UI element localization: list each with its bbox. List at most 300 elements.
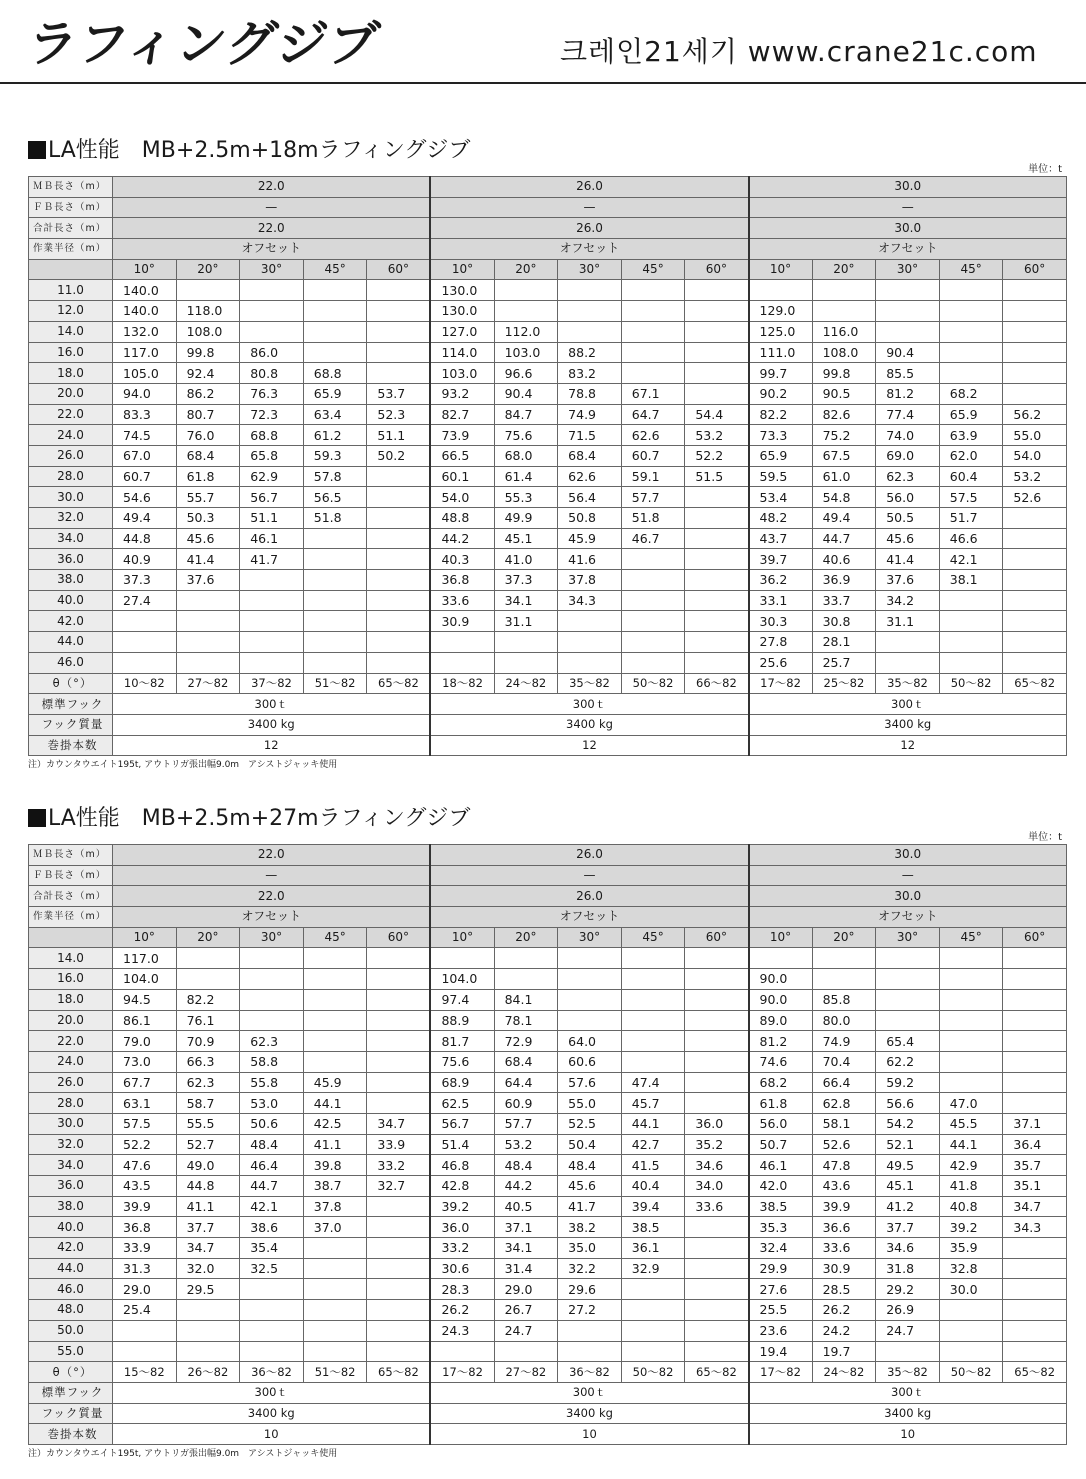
capacity-cell: 68.9 bbox=[430, 1072, 494, 1093]
theta-cell: 50〜82 bbox=[621, 1362, 685, 1383]
capacity-cell bbox=[303, 1238, 367, 1259]
capacity-cell bbox=[685, 1072, 749, 1093]
header-divider bbox=[0, 82, 1086, 84]
capacity-cell: 46.8 bbox=[430, 1155, 494, 1176]
capacity-cell bbox=[303, 1031, 367, 1052]
capacity-cell bbox=[303, 948, 367, 969]
capacity-cell: 44.1 bbox=[621, 1113, 685, 1134]
capacity-cell bbox=[1003, 1051, 1067, 1072]
hook-row bbox=[29, 694, 1067, 715]
capacity-cell: 76.0 bbox=[176, 425, 240, 446]
theta-cell: 27〜82 bbox=[176, 673, 240, 694]
capacity-cell bbox=[367, 528, 431, 549]
capacity-cell bbox=[303, 1258, 367, 1279]
row-label: 合計長さ（m） bbox=[29, 886, 113, 907]
capacity-cell bbox=[1003, 1320, 1067, 1341]
capacity-cell: 33.2 bbox=[430, 1238, 494, 1259]
capacity-cell bbox=[367, 363, 431, 384]
capacity-cell: 44.8 bbox=[176, 1176, 240, 1197]
capacity-cell: 60.9 bbox=[494, 1093, 558, 1114]
capacity-cell: 26.9 bbox=[876, 1300, 940, 1321]
capacity-cell: 112.0 bbox=[494, 321, 558, 342]
capacity-cell: 44.1 bbox=[303, 1093, 367, 1114]
angle-cell: 30° bbox=[240, 927, 304, 948]
theta-cell: 65〜82 bbox=[1003, 673, 1067, 694]
capacity-cell: 35.1 bbox=[1003, 1176, 1067, 1197]
group-offset-cell: オフセット bbox=[430, 239, 748, 260]
capacity-cell: 48.8 bbox=[430, 508, 494, 529]
capacity-cell bbox=[621, 549, 685, 570]
angle-cell: 60° bbox=[367, 927, 431, 948]
table-row bbox=[29, 948, 1067, 969]
table-row bbox=[29, 1010, 1067, 1031]
angle-cell: 20° bbox=[812, 259, 876, 280]
group-hook-mass-cell: 3400 kg bbox=[749, 1403, 1067, 1424]
capacity-cell: 72.9 bbox=[494, 1031, 558, 1052]
capacity-cell: 32.8 bbox=[939, 1258, 1003, 1279]
capacity-cell bbox=[621, 1300, 685, 1321]
header-fb-row bbox=[29, 865, 1067, 886]
capacity-cell bbox=[685, 301, 749, 322]
header-fb-row bbox=[29, 197, 1067, 218]
capacity-cell: 90.4 bbox=[876, 342, 940, 363]
header-radius-row bbox=[29, 907, 1067, 928]
capacity-cell: 140.0 bbox=[113, 280, 177, 301]
capacity-cell: 130.0 bbox=[430, 301, 494, 322]
capacity-cell: 129.0 bbox=[749, 301, 813, 322]
theta-row bbox=[29, 673, 1067, 694]
radius-cell: 36.0 bbox=[29, 549, 113, 570]
capacity-cell bbox=[367, 466, 431, 487]
group-reeving-cell: 10 bbox=[749, 1424, 1067, 1445]
capacity-cell: 43.5 bbox=[113, 1176, 177, 1197]
capacity-cell bbox=[876, 321, 940, 342]
capacity-cell bbox=[1003, 1238, 1067, 1259]
row-label: 合計長さ（m） bbox=[29, 218, 113, 239]
capacity-cell bbox=[685, 590, 749, 611]
capacity-cell: 43.6 bbox=[812, 1176, 876, 1197]
capacity-cell: 34.7 bbox=[1003, 1196, 1067, 1217]
capacity-cell bbox=[240, 989, 304, 1010]
capacity-cell: 38.2 bbox=[558, 1217, 622, 1238]
capacity-cell bbox=[621, 948, 685, 969]
radius-cell: 24.0 bbox=[29, 425, 113, 446]
capacity-cell bbox=[558, 948, 622, 969]
capacity-cell: 64.7 bbox=[621, 404, 685, 425]
capacity-cell: 62.3 bbox=[240, 1031, 304, 1052]
capacity-cell: 78.8 bbox=[558, 383, 622, 404]
capacity-cell: 108.0 bbox=[812, 342, 876, 363]
capacity-cell: 28.3 bbox=[430, 1279, 494, 1300]
capacity-cell bbox=[1003, 1031, 1067, 1052]
table-row bbox=[29, 1134, 1067, 1155]
capacity-cell bbox=[621, 301, 685, 322]
capacity-cell: 79.0 bbox=[113, 1031, 177, 1052]
capacity-cell: 82.7 bbox=[430, 404, 494, 425]
capacity-cell: 38.5 bbox=[749, 1196, 813, 1217]
capacity-cell: 117.0 bbox=[113, 342, 177, 363]
capacity-cell bbox=[367, 1300, 431, 1321]
theta-cell: 65〜82 bbox=[367, 673, 431, 694]
capacity-cell bbox=[685, 652, 749, 673]
capacity-cell bbox=[685, 632, 749, 653]
capacity-cell: 51.5 bbox=[685, 466, 749, 487]
capacity-cell: 41.4 bbox=[176, 549, 240, 570]
table-row bbox=[29, 1238, 1067, 1259]
group-reeving-cell: 12 bbox=[113, 735, 431, 756]
radius-cell: 20.0 bbox=[29, 383, 113, 404]
group-mb-cell: 30.0 bbox=[749, 177, 1067, 198]
capacity-cell: 28.1 bbox=[812, 632, 876, 653]
angle-cell: 45° bbox=[303, 259, 367, 280]
capacity-cell: 48.4 bbox=[240, 1134, 304, 1155]
capacity-cell bbox=[113, 1341, 177, 1362]
unit-label: 単位：t bbox=[1028, 164, 1062, 175]
capacity-cell bbox=[685, 1051, 749, 1072]
theta-cell: 65〜82 bbox=[685, 1362, 749, 1383]
capacity-cell bbox=[113, 652, 177, 673]
theta-cell: 50〜82 bbox=[621, 673, 685, 694]
capacity-cell: 48.4 bbox=[494, 1155, 558, 1176]
capacity-cell: 52.6 bbox=[812, 1134, 876, 1155]
capacity-cell: 42.1 bbox=[240, 1196, 304, 1217]
capacity-cell: 46.1 bbox=[749, 1155, 813, 1176]
capacity-cell bbox=[176, 652, 240, 673]
capacity-cell: 53.0 bbox=[240, 1093, 304, 1114]
capacity-cell: 40.8 bbox=[939, 1196, 1003, 1217]
capacity-cell bbox=[685, 1031, 749, 1052]
capacity-cell: 51.4 bbox=[430, 1134, 494, 1155]
capacity-cell bbox=[303, 1010, 367, 1031]
capacity-cell bbox=[367, 989, 431, 1010]
capacity-cell bbox=[876, 652, 940, 673]
capacity-cell: 63.1 bbox=[113, 1093, 177, 1114]
capacity-cell: 35.7 bbox=[1003, 1155, 1067, 1176]
capacity-cell bbox=[367, 632, 431, 653]
capacity-cell bbox=[240, 969, 304, 990]
capacity-cell bbox=[176, 948, 240, 969]
capacity-cell bbox=[1003, 528, 1067, 549]
capacity-cell bbox=[685, 321, 749, 342]
capacity-cell: 57.5 bbox=[113, 1113, 177, 1134]
square-icon bbox=[28, 141, 46, 159]
capacity-cell bbox=[367, 321, 431, 342]
capacity-cell: 86.1 bbox=[113, 1010, 177, 1031]
capacity-cell bbox=[558, 301, 622, 322]
capacity-cell bbox=[367, 1279, 431, 1300]
capacity-cell bbox=[494, 280, 558, 301]
capacity-cell: 66.4 bbox=[812, 1072, 876, 1093]
capacity-cell bbox=[558, 611, 622, 632]
angle-cell: 20° bbox=[176, 259, 240, 280]
group-fb-cell: — bbox=[749, 197, 1067, 218]
capacity-cell: 34.2 bbox=[876, 590, 940, 611]
theta-cell: 66〜82 bbox=[685, 673, 749, 694]
table-row bbox=[29, 611, 1067, 632]
capacity-cell: 26.2 bbox=[812, 1300, 876, 1321]
capacity-cell bbox=[621, 342, 685, 363]
angle-header-row bbox=[29, 259, 1067, 280]
capacity-cell: 59.5 bbox=[749, 466, 813, 487]
capacity-cell bbox=[176, 632, 240, 653]
theta-cell: 24〜82 bbox=[812, 1362, 876, 1383]
capacity-cell: 36.6 bbox=[812, 1217, 876, 1238]
row-label: ＦＢ長さ（m） bbox=[29, 865, 113, 886]
angle-cell: 60° bbox=[367, 259, 431, 280]
row-label: ＭＢ長さ（m） bbox=[29, 177, 113, 198]
capacity-cell bbox=[367, 1010, 431, 1031]
capacity-cell bbox=[1003, 611, 1067, 632]
capacity-cell: 90.0 bbox=[749, 969, 813, 990]
capacity-cell bbox=[367, 280, 431, 301]
capacity-cell: 41.7 bbox=[558, 1196, 622, 1217]
capacity-cell: 70.9 bbox=[176, 1031, 240, 1052]
capacity-cell bbox=[367, 1196, 431, 1217]
capacity-cell: 53.4 bbox=[749, 487, 813, 508]
capacity-cell bbox=[367, 487, 431, 508]
capacity-cell bbox=[1003, 1072, 1067, 1093]
capacity-cell: 108.0 bbox=[176, 321, 240, 342]
radius-cell: 44.0 bbox=[29, 1258, 113, 1279]
capacity-cell: 29.9 bbox=[749, 1258, 813, 1279]
square-icon bbox=[28, 809, 46, 827]
capacity-cell bbox=[303, 549, 367, 570]
capacity-cell: 64.4 bbox=[494, 1072, 558, 1093]
capacity-cell bbox=[685, 1258, 749, 1279]
theta-cell: 50〜82 bbox=[939, 673, 1003, 694]
capacity-cell: 39.2 bbox=[430, 1196, 494, 1217]
capacity-cell bbox=[303, 570, 367, 591]
table-row bbox=[29, 363, 1067, 384]
capacity-cell: 67.1 bbox=[621, 383, 685, 404]
radius-cell: 16.0 bbox=[29, 969, 113, 990]
capacity-cell: 55.8 bbox=[240, 1072, 304, 1093]
radius-cell: 46.0 bbox=[29, 652, 113, 673]
table-row bbox=[29, 1300, 1067, 1321]
capacity-cell: 36.8 bbox=[430, 570, 494, 591]
capacity-cell: 24.2 bbox=[812, 1320, 876, 1341]
capacity-cell: 54.8 bbox=[812, 487, 876, 508]
group-reeving-cell: 12 bbox=[430, 735, 748, 756]
capacity-cell: 75.6 bbox=[430, 1051, 494, 1072]
capacity-cell: 62.5 bbox=[430, 1093, 494, 1114]
angle-cell: 30° bbox=[558, 259, 622, 280]
capacity-cell bbox=[176, 280, 240, 301]
capacity-cell: 104.0 bbox=[113, 969, 177, 990]
capacity-cell: 29.0 bbox=[113, 1279, 177, 1300]
table-row bbox=[29, 466, 1067, 487]
capacity-cell: 44.1 bbox=[939, 1134, 1003, 1155]
capacity-cell bbox=[240, 590, 304, 611]
theta-cell: 17〜82 bbox=[749, 1362, 813, 1383]
capacity-cell: 117.0 bbox=[113, 948, 177, 969]
capacity-cell: 60.4 bbox=[939, 466, 1003, 487]
capacity-cell: 45.7 bbox=[621, 1093, 685, 1114]
angle-cell: 60° bbox=[1003, 927, 1067, 948]
capacity-cell: 40.3 bbox=[430, 549, 494, 570]
group-total-cell: 22.0 bbox=[113, 886, 431, 907]
capacity-cell: 74.6 bbox=[749, 1051, 813, 1072]
capacity-cell: 39.9 bbox=[113, 1196, 177, 1217]
capacity-cell: 55.0 bbox=[1003, 425, 1067, 446]
capacity-cell: 81.7 bbox=[430, 1031, 494, 1052]
capacity-cell bbox=[1003, 549, 1067, 570]
radius-cell: 32.0 bbox=[29, 508, 113, 529]
capacity-cell: 32.0 bbox=[176, 1258, 240, 1279]
theta-row bbox=[29, 1362, 1067, 1383]
angle-cell: 60° bbox=[685, 259, 749, 280]
capacity-cell bbox=[240, 1341, 304, 1362]
table-row bbox=[29, 1155, 1067, 1176]
capacity-cell: 38.5 bbox=[621, 1217, 685, 1238]
capacity-cell: 38.1 bbox=[939, 570, 1003, 591]
capacity-cell: 78.1 bbox=[494, 1010, 558, 1031]
radius-cell: 28.0 bbox=[29, 1093, 113, 1114]
capacity-cell: 60.6 bbox=[558, 1051, 622, 1072]
capacity-cell: 68.2 bbox=[939, 383, 1003, 404]
capacity-cell: 111.0 bbox=[749, 342, 813, 363]
empty-cell bbox=[29, 927, 113, 948]
table-row bbox=[29, 1217, 1067, 1238]
radius-cell: 36.0 bbox=[29, 1176, 113, 1197]
capacity-table bbox=[28, 844, 1067, 1445]
capacity-cell: 40.6 bbox=[812, 549, 876, 570]
capacity-cell bbox=[367, 611, 431, 632]
capacity-cell: 42.9 bbox=[939, 1155, 1003, 1176]
capacity-cell bbox=[812, 948, 876, 969]
capacity-cell: 84.1 bbox=[494, 989, 558, 1010]
capacity-cell: 54.0 bbox=[430, 487, 494, 508]
capacity-cell: 30.0 bbox=[939, 1279, 1003, 1300]
capacity-cell: 56.5 bbox=[303, 487, 367, 508]
capacity-cell: 62.2 bbox=[876, 1051, 940, 1072]
capacity-cell: 65.8 bbox=[240, 445, 304, 466]
capacity-cell: 30.8 bbox=[812, 611, 876, 632]
capacity-cell bbox=[240, 280, 304, 301]
capacity-cell: 90.0 bbox=[749, 989, 813, 1010]
capacity-cell bbox=[1003, 1258, 1067, 1279]
capacity-cell bbox=[558, 1320, 622, 1341]
capacity-cell bbox=[303, 969, 367, 990]
group-total-cell: 30.0 bbox=[749, 218, 1067, 239]
capacity-cell bbox=[939, 969, 1003, 990]
capacity-cell: 36.9 bbox=[812, 570, 876, 591]
capacity-cell bbox=[621, 1010, 685, 1031]
capacity-cell: 42.0 bbox=[749, 1176, 813, 1197]
capacity-cell: 52.7 bbox=[176, 1134, 240, 1155]
capacity-cell bbox=[685, 1238, 749, 1259]
capacity-cell: 85.8 bbox=[812, 989, 876, 1010]
capacity-cell: 64.0 bbox=[558, 1031, 622, 1052]
theta-cell: 24〜82 bbox=[494, 673, 558, 694]
capacity-cell bbox=[939, 1300, 1003, 1321]
capacity-cell: 37.1 bbox=[1003, 1113, 1067, 1134]
group-offset-cell: オフセット bbox=[749, 907, 1067, 928]
capacity-cell bbox=[176, 1320, 240, 1341]
capacity-cell: 52.6 bbox=[1003, 487, 1067, 508]
table-row bbox=[29, 590, 1067, 611]
capacity-cell bbox=[240, 611, 304, 632]
group-offset-cell: オフセット bbox=[430, 907, 748, 928]
capacity-cell: 74.0 bbox=[876, 425, 940, 446]
capacity-cell bbox=[367, 1341, 431, 1362]
capacity-cell bbox=[939, 1341, 1003, 1362]
capacity-cell bbox=[367, 508, 431, 529]
capacity-cell: 92.4 bbox=[176, 363, 240, 384]
capacity-cell bbox=[1003, 342, 1067, 363]
capacity-cell: 118.0 bbox=[176, 301, 240, 322]
capacity-cell: 52.5 bbox=[558, 1113, 622, 1134]
radius-cell: 14.0 bbox=[29, 948, 113, 969]
capacity-cell: 33.7 bbox=[812, 590, 876, 611]
capacity-cell: 42.8 bbox=[430, 1176, 494, 1197]
capacity-cell: 86.2 bbox=[176, 383, 240, 404]
capacity-cell bbox=[430, 652, 494, 673]
capacity-cell bbox=[240, 652, 304, 673]
capacity-cell: 76.3 bbox=[240, 383, 304, 404]
group-fb-cell: — bbox=[430, 865, 748, 886]
capacity-cell: 32.9 bbox=[621, 1258, 685, 1279]
capacity-cell: 73.9 bbox=[430, 425, 494, 446]
capacity-cell bbox=[876, 280, 940, 301]
group-hook-mass-cell: 3400 kg bbox=[113, 1403, 431, 1424]
radius-cell: 28.0 bbox=[29, 466, 113, 487]
table-row bbox=[29, 383, 1067, 404]
capacity-cell bbox=[1003, 1279, 1067, 1300]
group-mb-cell: 22.0 bbox=[113, 177, 431, 198]
hook-row bbox=[29, 1382, 1067, 1403]
capacity-cell: 31.4 bbox=[494, 1258, 558, 1279]
capacity-cell bbox=[1003, 508, 1067, 529]
capacity-cell: 140.0 bbox=[113, 301, 177, 322]
table-row bbox=[29, 1258, 1067, 1279]
capacity-cell: 45.9 bbox=[558, 528, 622, 549]
table-note: 注）カウンタウエイト195t, アウトリガ張出幅9.0m アシストジャッキ使用 bbox=[28, 1448, 338, 1459]
radius-cell: 38.0 bbox=[29, 1196, 113, 1217]
theta-cell: 35〜82 bbox=[558, 673, 622, 694]
capacity-cell bbox=[367, 1258, 431, 1279]
capacity-cell: 127.0 bbox=[430, 321, 494, 342]
capacity-cell: 56.4 bbox=[558, 487, 622, 508]
group-hook-mass-cell: 3400 kg bbox=[430, 1403, 748, 1424]
group-total-cell: 26.0 bbox=[430, 886, 748, 907]
capacity-cell: 37.6 bbox=[876, 570, 940, 591]
capacity-cell: 42.7 bbox=[621, 1134, 685, 1155]
angle-cell: 30° bbox=[876, 927, 940, 948]
angle-cell: 10° bbox=[113, 927, 177, 948]
radius-cell: 18.0 bbox=[29, 989, 113, 1010]
capacity-cell: 65.9 bbox=[303, 383, 367, 404]
capacity-cell bbox=[1003, 363, 1067, 384]
radius-cell: 11.0 bbox=[29, 280, 113, 301]
capacity-cell: 32.5 bbox=[240, 1258, 304, 1279]
capacity-cell: 24.7 bbox=[876, 1320, 940, 1341]
capacity-cell bbox=[621, 570, 685, 591]
row-label: 標準フック bbox=[29, 1382, 113, 1403]
capacity-cell: 59.2 bbox=[876, 1072, 940, 1093]
capacity-cell: 52.2 bbox=[113, 1134, 177, 1155]
capacity-cell bbox=[685, 1010, 749, 1031]
capacity-cell bbox=[685, 570, 749, 591]
capacity-cell: 40.9 bbox=[113, 549, 177, 570]
capacity-cell: 36.0 bbox=[430, 1217, 494, 1238]
capacity-cell bbox=[1003, 1300, 1067, 1321]
angle-cell: 45° bbox=[621, 927, 685, 948]
capacity-cell bbox=[1003, 969, 1067, 990]
unit-label: 単位：t bbox=[1028, 832, 1062, 843]
capacity-cell: 74.9 bbox=[558, 404, 622, 425]
capacity-cell: 94.5 bbox=[113, 989, 177, 1010]
